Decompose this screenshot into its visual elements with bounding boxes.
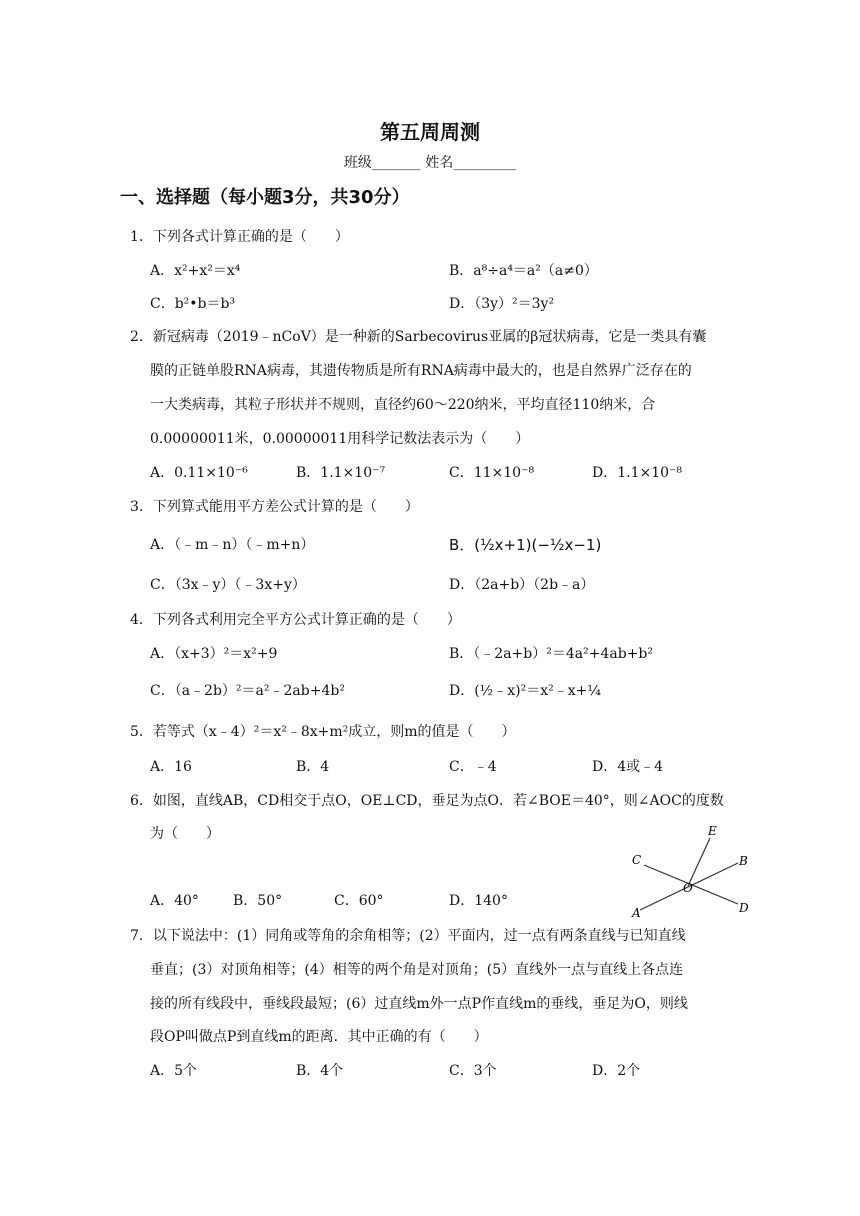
question-1-option-c: C．b²•b＝b³ [150,296,236,312]
question-6-line-2: 为（ ） [150,826,220,842]
question-7-option-a: A．5个 [150,1063,198,1079]
section-heading: 一、选择题（每小题3分，共30分） [120,187,410,208]
question-2-line-2: 膜的正链单股RNA病毒，其遗传物质是所有RNA病毒中最大的，也是自然界广泛存在的 [150,363,692,379]
question-2-option-a: A．0.11×10⁻⁶ [150,465,248,481]
question-2-line-3: 一大类病毒，其粒子形状并不规则，直径约60～220纳米，平均直径110纳米，合 [150,397,656,413]
question-5-option-c: C．﹣4 [449,759,497,775]
question-6-option-d: D．140° [449,893,508,909]
question-7-option-b: B．4个 [296,1063,344,1079]
question-7-line-3: 接的所有线段中，垂线段最短；(6）过直线m外一点P作直线m的垂线，垂足为O，则线 [150,996,688,1012]
question-2-line-1: 2．新冠病毒（2019﹣nCoV）是一种新的Sarbecovirus亚属的β冠状病毒，它是一类具有囊 [130,329,707,345]
label-d: D [739,901,749,915]
question-6-line-1: 6．如图，直线AB，CD相交于点O，OE⊥CD，垂足为点O．若∠BOE＝40°，则∠AOC的度数 [130,793,724,809]
question-6-option-a: A．40° [150,893,199,909]
question-5-option-d: D．4或﹣4 [592,759,664,775]
question-2-line-4: 0.00000011米，0.00000011用科学记数法表示为（ ） [150,431,530,447]
question-3-stem: 3．下列算式能用平方差公式计算的是（ ） [130,499,419,515]
question-3-option-a: A．（﹣m﹣n）（﹣m+n） [150,537,315,553]
question-7-option-c: C．3个 [449,1063,497,1079]
question-1-option-b: B．a⁸÷a⁴＝a²（a≠0） [449,263,598,279]
question-2-option-c: C．11×10⁻⁸ [449,465,535,481]
question-4-option-d: D．(½﹣x)²＝x²﹣x+¼ [449,683,601,699]
question-4-option-c: C．（a﹣2b）²＝a²﹣2ab+4b² [150,683,345,699]
label-a: A [632,906,641,920]
question-4-option-b: B．（﹣2a+b）²＝4a²+4ab+b² [449,646,653,662]
question-4-option-a: A．（x+3）²＝x²+9 [150,646,278,662]
question-3-option-c: C．（3x﹣y）（﹣3x+y） [150,577,306,593]
question-1-option-d: D．（3y）²＝3y² [449,296,555,312]
question-3-option-d: D．（2a+b）（2b﹣a） [449,577,595,593]
question-7-option-d: D．2个 [592,1063,641,1079]
question-3-option-b: B．(½x+1)(−½x−1) [449,536,602,554]
label-o: O [683,881,693,895]
question-6-figure [620,820,770,920]
question-6-option-c: C．60° [334,893,384,909]
question-7-line-4: 段OP叫做点P到直线m的距离．其中正确的有（ ） [150,1029,488,1045]
label-e: E [708,824,717,838]
question-1-stem: 1．下列各式计算正确的是（ ） [130,229,349,245]
label-b: B [739,854,748,868]
label-c: C [632,853,642,867]
ray-oe [688,838,710,886]
question-5-option-a: A．16 [150,759,192,775]
question-5-option-b: B．4 [296,759,330,775]
question-5-stem: 5．若等式（x﹣4）²＝x²﹣8x+m²成立，则m的值是（ ） [130,724,516,740]
question-7-line-1: 7．以下说法中：(1）同角或等角的余角相等；(2）平面内，过一点有两条直线与已知直线 [130,928,686,944]
question-6-option-b: B．50° [233,893,283,909]
class-name-line: 班级_______ 姓名_________ [343,155,517,171]
question-2-option-d: D．1.1×10⁻⁸ [592,465,683,481]
question-7-line-2: 垂直；(3）对顶角相等；(4）相等的两个角是对顶角；(5）直线外一点与直线上各点连 [150,962,684,978]
question-2-option-b: B．1.1×10⁻⁷ [296,465,386,481]
question-4-stem: 4．下列各式利用完全平方公式计算正确的是（ ） [130,612,461,628]
page-title: 第五周周测 [380,120,480,144]
question-1-option-a: A．x²+x²＝x⁴ [150,263,241,279]
